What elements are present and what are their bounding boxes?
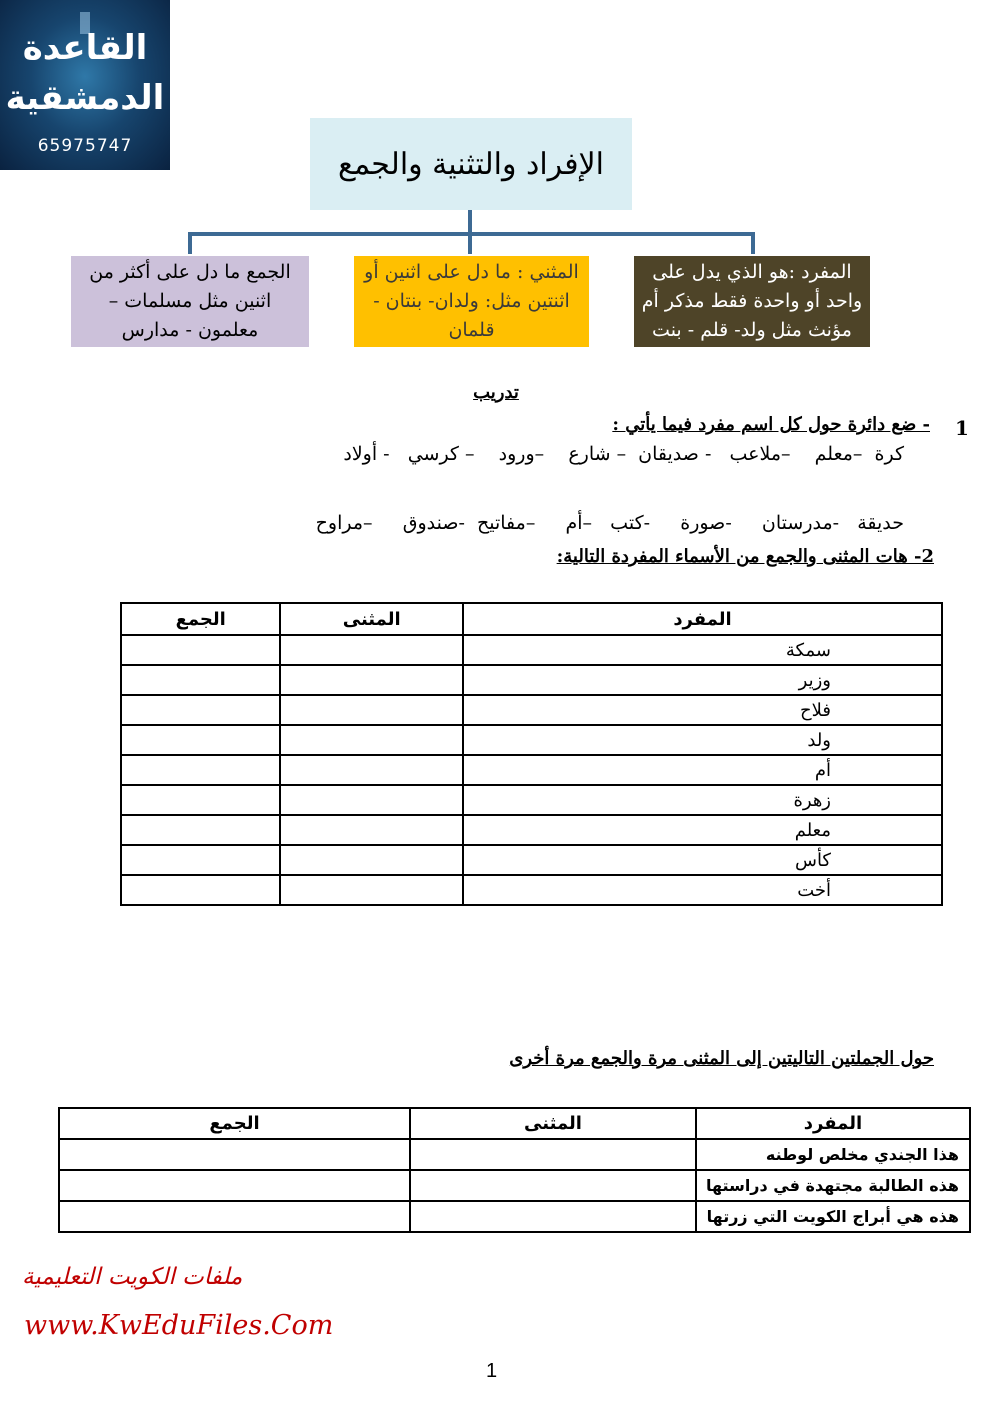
dual-answer-cell[interactable] [410, 1170, 696, 1201]
plural-answer-cell[interactable] [59, 1201, 410, 1232]
question-3-text: حول الجملتين التاليتين إلى المثنى مرة والجمع مرة أخرى [509, 1048, 934, 1069]
concept-title-box: الإفراد والتثنية والجمع [310, 118, 632, 210]
site-name-watermark: ملفات الكويت التعليمية [22, 1264, 243, 1290]
table-row [121, 875, 942, 905]
single-word-cell: ولد [463, 725, 942, 755]
plural-answer-cell[interactable] [59, 1170, 410, 1201]
question-2-text: 2- هات المثنى والجمع من الأسماء المفردة التالية: [556, 546, 934, 567]
words-line-2: حديقة -مدرستان -صورة -كتب –أم –مفاتيح -صندوق –مراوح [315, 512, 904, 534]
single-word-cell: سمكة [463, 635, 942, 665]
dual-definition-box: المثني : ما دل على اثنين أو اثنتين مثل: ولدان- بنتان - قلمان [354, 256, 589, 347]
table-header-row [59, 1108, 970, 1139]
table-row [59, 1170, 970, 1201]
plural-answer-cell[interactable] [121, 785, 280, 815]
dual-answer-cell[interactable] [280, 755, 463, 785]
connector-right [751, 232, 755, 254]
dual-answer-cell[interactable] [280, 695, 463, 725]
plural-answer-cell[interactable] [121, 695, 280, 725]
plural-answer-cell[interactable] [121, 875, 280, 905]
dual-answer-cell[interactable] [410, 1201, 696, 1232]
single-word-cell: أخت [463, 875, 942, 905]
dual-answer-cell[interactable] [280, 635, 463, 665]
header-dual: المثنى [280, 603, 463, 635]
logo-line-1: القاعدة [22, 28, 148, 68]
single-dual-plural-table [120, 602, 943, 906]
question-1-text: - ضع دائرة حول كل اسم مفرد فيما يأتي : [612, 414, 930, 435]
connector-left [188, 232, 192, 254]
logo-line-2: الدمشقية [5, 78, 165, 118]
table-row [121, 815, 942, 845]
plural-answer-cell[interactable] [121, 845, 280, 875]
table-header-row [121, 603, 942, 635]
table-row [59, 1201, 970, 1232]
single-word-cell: كأس [463, 845, 942, 875]
single-word-cell: زهرة [463, 785, 942, 815]
plural-answer-cell[interactable] [121, 755, 280, 785]
single-word-cell: فلاح [463, 695, 942, 725]
table-row [121, 725, 942, 755]
single-sentence-cell: هذه هي أبراج الكويت التي زرتها [696, 1201, 970, 1232]
table-row [121, 665, 942, 695]
header-single: المفرد [463, 603, 942, 635]
plural-answer-cell[interactable] [121, 665, 280, 695]
single-sentence-cell: هذا الجندي مخلص لوطنه [696, 1139, 970, 1170]
header-plural: الجمع [59, 1108, 410, 1139]
table-row [121, 755, 942, 785]
single-definition-box: المفرد :هو الذي يدل على واحد أو واحدة فقط مذكر أم مؤنث مثل ولد- قلم - بنت [634, 256, 870, 347]
plural-answer-cell[interactable] [121, 725, 280, 755]
dual-answer-cell[interactable] [280, 725, 463, 755]
logo-phone: 65975747 [37, 136, 133, 156]
single-word-cell: أم [463, 755, 942, 785]
table-row [121, 635, 942, 665]
table-row [121, 785, 942, 815]
table-row [121, 695, 942, 725]
dual-answer-cell[interactable] [410, 1139, 696, 1170]
sentences-table [58, 1107, 971, 1233]
dual-answer-cell[interactable] [280, 665, 463, 695]
single-word-cell: وزير [463, 665, 942, 695]
connector-middle [468, 232, 472, 254]
logo [0, 0, 170, 170]
plural-definition-box: الجمع ما دل على أكثر من اثنين مثل مسلمات – معلمون - مدارس [71, 256, 309, 347]
dual-answer-cell[interactable] [280, 845, 463, 875]
table-row [121, 845, 942, 875]
plural-answer-cell[interactable] [59, 1139, 410, 1170]
header-plural: الجمع [121, 603, 280, 635]
question-1-number: 1 [955, 416, 969, 440]
single-sentence-cell: هذه الطالبة مجتهدة في دراستها [696, 1170, 970, 1201]
single-word-cell: معلم [463, 815, 942, 845]
dual-answer-cell[interactable] [280, 815, 463, 845]
dual-answer-cell[interactable] [280, 875, 463, 905]
table-row [59, 1139, 970, 1170]
words-line-1: كرة –معلم –ملاعب - صديقان – شارع –ورود – كرسي - أولاد [343, 443, 904, 465]
training-heading: تدريب [473, 382, 519, 403]
header-single: المفرد [696, 1108, 970, 1139]
site-url-link[interactable]: www.KwEduFiles.Com [24, 1310, 334, 1341]
page-number: 1 [486, 1360, 498, 1382]
plural-answer-cell[interactable] [121, 815, 280, 845]
header-dual: المثنى [410, 1108, 696, 1139]
dual-answer-cell[interactable] [280, 785, 463, 815]
plural-answer-cell[interactable] [121, 635, 280, 665]
